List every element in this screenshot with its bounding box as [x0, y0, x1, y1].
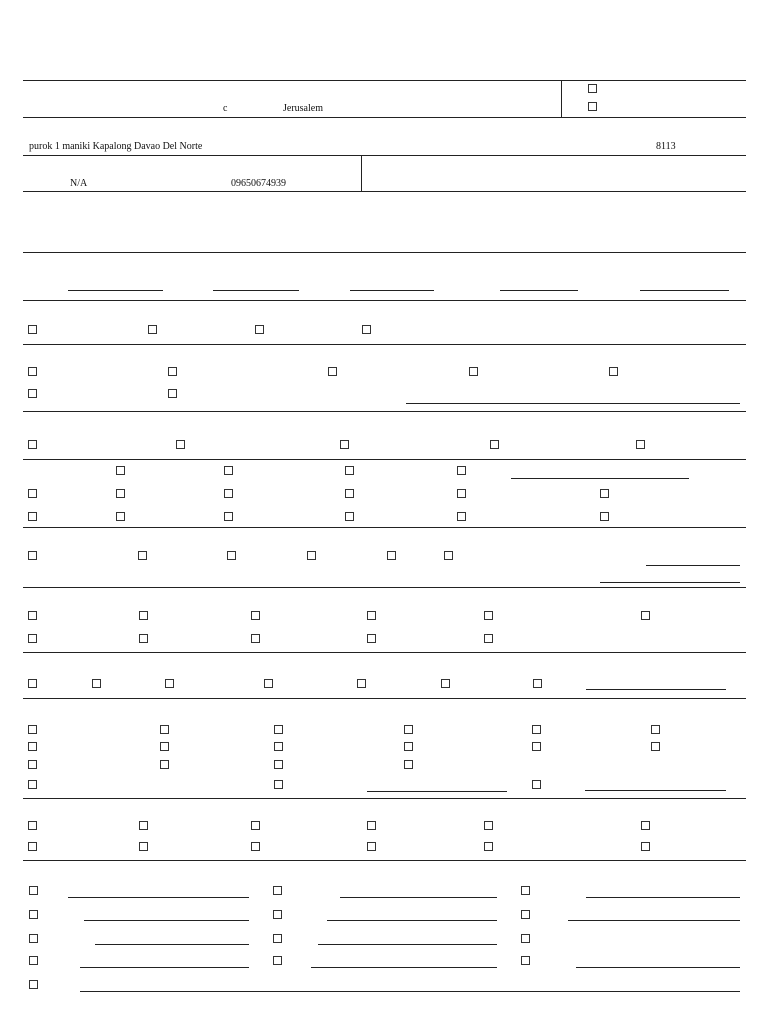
- checkbox[interactable]: [116, 466, 125, 475]
- rule: [23, 652, 746, 653]
- blank-field[interactable]: [586, 897, 740, 898]
- checkbox[interactable]: [28, 551, 37, 560]
- checkbox[interactable]: [28, 725, 37, 734]
- checkbox[interactable]: [28, 611, 37, 620]
- rule: [23, 527, 746, 528]
- checkbox[interactable]: [588, 102, 597, 111]
- checkbox[interactable]: [345, 512, 354, 521]
- checkbox[interactable]: [457, 489, 466, 498]
- checkbox[interactable]: [641, 821, 650, 830]
- checkbox[interactable]: [345, 466, 354, 475]
- rule: [23, 411, 746, 412]
- checkbox[interactable]: [441, 679, 450, 688]
- checkbox[interactable]: [609, 367, 618, 376]
- checkbox[interactable]: [224, 466, 233, 475]
- checkbox[interactable]: [138, 551, 147, 560]
- checkbox[interactable]: [651, 725, 660, 734]
- checkbox[interactable]: [651, 742, 660, 751]
- checkbox[interactable]: [28, 489, 37, 498]
- checkbox[interactable]: [274, 780, 283, 789]
- checkbox[interactable]: [600, 489, 609, 498]
- rule: [23, 252, 746, 253]
- checkbox[interactable]: [532, 780, 541, 789]
- checkbox[interactable]: [160, 725, 169, 734]
- checkbox[interactable]: [224, 489, 233, 498]
- rule: [23, 300, 746, 301]
- blank-field[interactable]: [350, 290, 434, 291]
- checkbox[interactable]: [28, 440, 37, 449]
- checkbox[interactable]: [404, 760, 413, 769]
- rule: [23, 117, 746, 118]
- checkbox[interactable]: [165, 679, 174, 688]
- checkbox[interactable]: [484, 842, 493, 851]
- checkbox[interactable]: [588, 84, 597, 93]
- blank-field[interactable]: [576, 967, 740, 968]
- checkbox[interactable]: [367, 611, 376, 620]
- checkbox[interactable]: [484, 611, 493, 620]
- checkbox[interactable]: [404, 725, 413, 734]
- checkbox[interactable]: [28, 821, 37, 830]
- checkbox[interactable]: [367, 821, 376, 830]
- checkbox[interactable]: [274, 725, 283, 734]
- checkbox[interactable]: [28, 389, 37, 398]
- checkbox[interactable]: [273, 910, 282, 919]
- blank-field[interactable]: [318, 944, 497, 945]
- column-divider: [361, 155, 362, 191]
- letter-c-text: c: [223, 103, 228, 114]
- checkbox[interactable]: [148, 325, 157, 334]
- checkbox[interactable]: [636, 440, 645, 449]
- checkbox[interactable]: [533, 679, 542, 688]
- checkbox[interactable]: [521, 956, 530, 965]
- blank-field[interactable]: [84, 920, 249, 921]
- blank-field[interactable]: [80, 967, 249, 968]
- blank-field[interactable]: [327, 920, 497, 921]
- checkbox[interactable]: [345, 489, 354, 498]
- checkbox[interactable]: [28, 512, 37, 521]
- checkbox[interactable]: [28, 760, 37, 769]
- checkbox[interactable]: [264, 679, 273, 688]
- zip-code-text: 8113: [656, 141, 676, 152]
- checkbox[interactable]: [28, 742, 37, 751]
- checkbox[interactable]: [29, 910, 38, 919]
- rule: [23, 344, 746, 345]
- blank-field[interactable]: [646, 565, 740, 566]
- blank-field[interactable]: [68, 897, 249, 898]
- rule: [23, 698, 746, 699]
- checkbox[interactable]: [168, 367, 177, 376]
- checkbox[interactable]: [139, 611, 148, 620]
- checkbox[interactable]: [29, 934, 38, 943]
- blank-field[interactable]: [68, 290, 163, 291]
- rule: [23, 155, 746, 156]
- checkbox[interactable]: [367, 634, 376, 643]
- checkbox[interactable]: [273, 956, 282, 965]
- checkbox[interactable]: [29, 886, 38, 895]
- checkbox[interactable]: [444, 551, 453, 560]
- blank-field[interactable]: [340, 897, 497, 898]
- checkbox[interactable]: [28, 679, 37, 688]
- blank-field[interactable]: [95, 944, 249, 945]
- checkbox[interactable]: [641, 611, 650, 620]
- checkbox[interactable]: [457, 512, 466, 521]
- checkbox[interactable]: [116, 489, 125, 498]
- phone-number-text: 09650674939: [231, 178, 286, 189]
- rule: [23, 191, 746, 192]
- checkbox[interactable]: [92, 679, 101, 688]
- checkbox[interactable]: [484, 634, 493, 643]
- checkbox[interactable]: [521, 886, 530, 895]
- checkbox[interactable]: [404, 742, 413, 751]
- blank-field[interactable]: [406, 403, 740, 404]
- checkbox[interactable]: [29, 980, 38, 989]
- rule: [23, 860, 746, 861]
- blank-field[interactable]: [585, 790, 726, 791]
- address-text: purok 1 maniki Kapalong Davao Del Norte: [29, 141, 203, 152]
- checkbox[interactable]: [139, 842, 148, 851]
- blank-field[interactable]: [600, 582, 740, 583]
- checkbox[interactable]: [641, 842, 650, 851]
- checkbox[interactable]: [28, 634, 37, 643]
- checkbox[interactable]: [28, 367, 37, 376]
- column-divider: [561, 80, 562, 117]
- checkbox[interactable]: [251, 634, 260, 643]
- checkbox[interactable]: [328, 367, 337, 376]
- blank-field[interactable]: [80, 991, 740, 992]
- checkbox[interactable]: [224, 512, 233, 521]
- checkbox[interactable]: [340, 440, 349, 449]
- checkbox[interactable]: [600, 512, 609, 521]
- checkbox[interactable]: [251, 842, 260, 851]
- place-text: Jerusalem: [283, 103, 323, 114]
- checkbox[interactable]: [28, 780, 37, 789]
- checkbox[interactable]: [176, 440, 185, 449]
- checkbox[interactable]: [532, 742, 541, 751]
- blank-field[interactable]: [586, 689, 726, 690]
- blank-field[interactable]: [511, 478, 689, 479]
- checkbox[interactable]: [139, 821, 148, 830]
- checkbox[interactable]: [160, 742, 169, 751]
- blank-field[interactable]: [568, 920, 740, 921]
- checkbox[interactable]: [367, 842, 376, 851]
- checkbox[interactable]: [484, 821, 493, 830]
- checkbox[interactable]: [490, 440, 499, 449]
- checkbox[interactable]: [139, 634, 148, 643]
- checkbox[interactable]: [469, 367, 478, 376]
- checkbox[interactable]: [251, 611, 260, 620]
- field-na-text: N/A: [70, 178, 88, 189]
- checkbox[interactable]: [274, 760, 283, 769]
- checkbox[interactable]: [116, 512, 125, 521]
- checkbox[interactable]: [357, 679, 366, 688]
- rule: [23, 798, 746, 799]
- checkbox[interactable]: [273, 886, 282, 895]
- checkbox[interactable]: [521, 910, 530, 919]
- blank-field[interactable]: [640, 290, 729, 291]
- checkbox[interactable]: [160, 760, 169, 769]
- checkbox[interactable]: [28, 842, 37, 851]
- checkbox[interactable]: [29, 956, 38, 965]
- checkbox[interactable]: [227, 551, 236, 560]
- checkbox[interactable]: [387, 551, 396, 560]
- checkbox[interactable]: [251, 821, 260, 830]
- checkbox[interactable]: [273, 934, 282, 943]
- blank-field[interactable]: [367, 791, 507, 792]
- checkbox[interactable]: [457, 466, 466, 475]
- checkbox[interactable]: [532, 725, 541, 734]
- checkbox[interactable]: [274, 742, 283, 751]
- rule: [23, 459, 746, 460]
- checkbox[interactable]: [168, 389, 177, 398]
- rule: [23, 587, 746, 588]
- blank-field[interactable]: [213, 290, 299, 291]
- checkbox[interactable]: [255, 325, 264, 334]
- blank-field[interactable]: [500, 290, 578, 291]
- checkbox[interactable]: [307, 551, 316, 560]
- checkbox[interactable]: [362, 325, 371, 334]
- blank-field[interactable]: [311, 967, 497, 968]
- checkbox[interactable]: [28, 325, 37, 334]
- checkbox[interactable]: [521, 934, 530, 943]
- rule: [23, 80, 746, 81]
